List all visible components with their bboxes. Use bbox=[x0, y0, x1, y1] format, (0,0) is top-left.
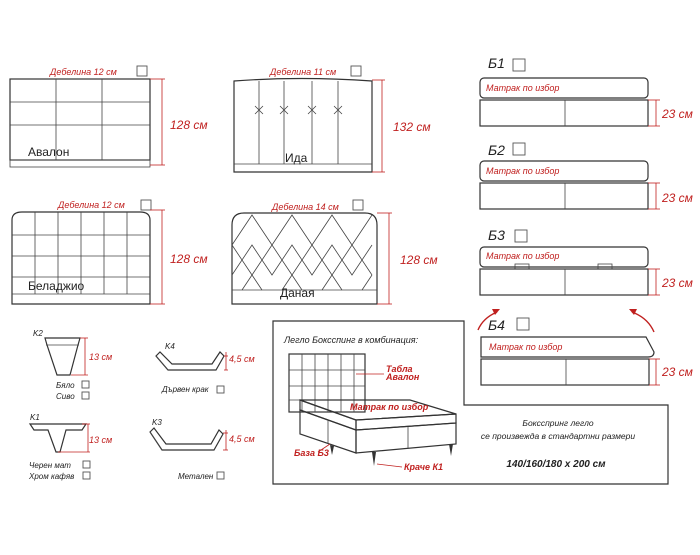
k1-code: K1 bbox=[30, 413, 40, 422]
b3-height-label: 23 см bbox=[662, 276, 693, 290]
combo-leg-label: Краче К1 bbox=[404, 462, 443, 472]
leg-k4 bbox=[156, 342, 255, 394]
base-b4 bbox=[478, 309, 693, 385]
ida-depth-label: Дебелина 11 см bbox=[270, 67, 337, 77]
b3-checkbox[interactable] bbox=[515, 230, 527, 242]
k4-finish-wood: Дървен крак bbox=[162, 385, 209, 394]
base-b3 bbox=[480, 227, 693, 295]
b4-base bbox=[481, 359, 649, 385]
b1-mattress-label: Матрак по избор bbox=[486, 83, 560, 93]
avalon-depth-label: Дебелина 12 см bbox=[50, 67, 117, 77]
combo-headboard-model-label: Авалон bbox=[386, 372, 420, 382]
danaya-name: Даная bbox=[280, 286, 315, 300]
k3-leg-shape bbox=[150, 428, 223, 450]
combo-frame bbox=[273, 321, 668, 484]
b3-mattress-label: Матрак по избор bbox=[486, 251, 560, 261]
avalon-name: Авалон bbox=[28, 145, 70, 159]
headboard-beladzhio bbox=[12, 200, 208, 304]
beladzhio-depth-label: Дебелина 12 см bbox=[58, 200, 125, 210]
combo-mattress-label: Матрак по избор bbox=[350, 402, 429, 412]
k1-finish-matte-black: Черен мат bbox=[29, 461, 71, 470]
combo-base-label: База Б3 bbox=[294, 448, 329, 458]
ida-height-label: 132 см bbox=[393, 120, 431, 134]
combo-base bbox=[300, 410, 456, 453]
danaya-height-label: 128 см bbox=[400, 253, 438, 267]
combo-panel bbox=[273, 321, 668, 484]
k3-code: K3 bbox=[152, 418, 162, 427]
combo-note-line-1: Боксспринг легло bbox=[522, 418, 594, 428]
combo-title: Легло Боксспинг в комбинация: bbox=[284, 335, 419, 345]
headboard-ida bbox=[234, 66, 431, 172]
base-b1 bbox=[480, 55, 693, 126]
beladzhio-checkbox[interactable] bbox=[141, 200, 151, 210]
ida-name: Ида bbox=[285, 151, 308, 165]
leg-k2 bbox=[33, 329, 112, 401]
b4-code: Б4 bbox=[488, 317, 505, 333]
avalon-base-strip bbox=[10, 160, 150, 167]
danaya-checkbox[interactable] bbox=[353, 200, 363, 210]
avalon-checkbox[interactable] bbox=[137, 66, 147, 76]
leg-k1 bbox=[28, 413, 112, 481]
leg-k3 bbox=[150, 418, 255, 481]
b2-mattress-label: Матрак по избор bbox=[486, 166, 560, 176]
danaya-diamond-tufting bbox=[232, 215, 372, 290]
beladzhio-height-label: 128 см bbox=[170, 252, 208, 266]
k2-leg-shape bbox=[45, 338, 80, 375]
b2-height-label: 23 см bbox=[662, 191, 693, 205]
k2-finish-white: Бяло bbox=[56, 381, 75, 390]
k4-finish-wood-checkbox[interactable] bbox=[217, 386, 224, 393]
k4-code: K4 bbox=[165, 342, 175, 351]
k1-finish-matte-black-checkbox[interactable] bbox=[83, 461, 90, 468]
k1-leg-shape bbox=[30, 424, 86, 452]
b3-base bbox=[480, 269, 648, 295]
k1-finish-chrome-brown: Хром кафяв bbox=[29, 472, 75, 481]
b4-rotate-right-arrow-icon bbox=[632, 312, 654, 332]
b1-base bbox=[480, 100, 648, 126]
b1-checkbox[interactable] bbox=[513, 59, 525, 71]
beladzhio-name: Беладжио bbox=[28, 279, 85, 293]
k3-finish-metal-checkbox[interactable] bbox=[217, 472, 224, 479]
headboard-avalon bbox=[10, 66, 208, 167]
b3-code: Б3 bbox=[488, 227, 505, 243]
b4-mattress-label: Матрак по избор bbox=[489, 342, 563, 352]
k3-height-label: 4,5 см bbox=[229, 434, 255, 444]
k1-height-label: 13 см bbox=[89, 435, 113, 445]
ida-tufting bbox=[255, 106, 342, 114]
k2-code: K2 bbox=[33, 329, 43, 338]
k1-finish-chrome-brown-checkbox[interactable] bbox=[83, 472, 90, 479]
b2-code: Б2 bbox=[488, 142, 505, 158]
k2-finish-grey-checkbox[interactable] bbox=[82, 392, 89, 399]
b1-height-label: 23 см bbox=[662, 107, 693, 121]
danaya-depth-label: Дебелина 14 см bbox=[272, 202, 339, 212]
b2-base bbox=[480, 183, 648, 209]
headboard-danaya bbox=[232, 200, 438, 304]
b1-code: Б1 bbox=[488, 55, 505, 71]
avalon-height-label: 128 см bbox=[170, 118, 208, 132]
k2-height-label: 13 см bbox=[89, 352, 113, 362]
k2-finish-white-checkbox[interactable] bbox=[82, 381, 89, 388]
k2-finish-grey: Сиво bbox=[56, 392, 75, 401]
base-b2 bbox=[480, 142, 693, 209]
combo-standard-sizes: 140/160/180 x 200 см bbox=[506, 459, 606, 470]
b2-checkbox[interactable] bbox=[513, 143, 525, 155]
combo-headboard-label: Табла bbox=[386, 364, 413, 374]
b4-checkbox[interactable] bbox=[517, 318, 529, 330]
k3-finish-metal: Метален bbox=[178, 472, 214, 481]
k4-height-label: 4,5 см bbox=[229, 354, 255, 364]
ida-checkbox[interactable] bbox=[351, 66, 361, 76]
combo-note-line-2: се произвежда в стандартни размери bbox=[480, 431, 636, 441]
b4-height-label: 23 см bbox=[662, 365, 693, 379]
